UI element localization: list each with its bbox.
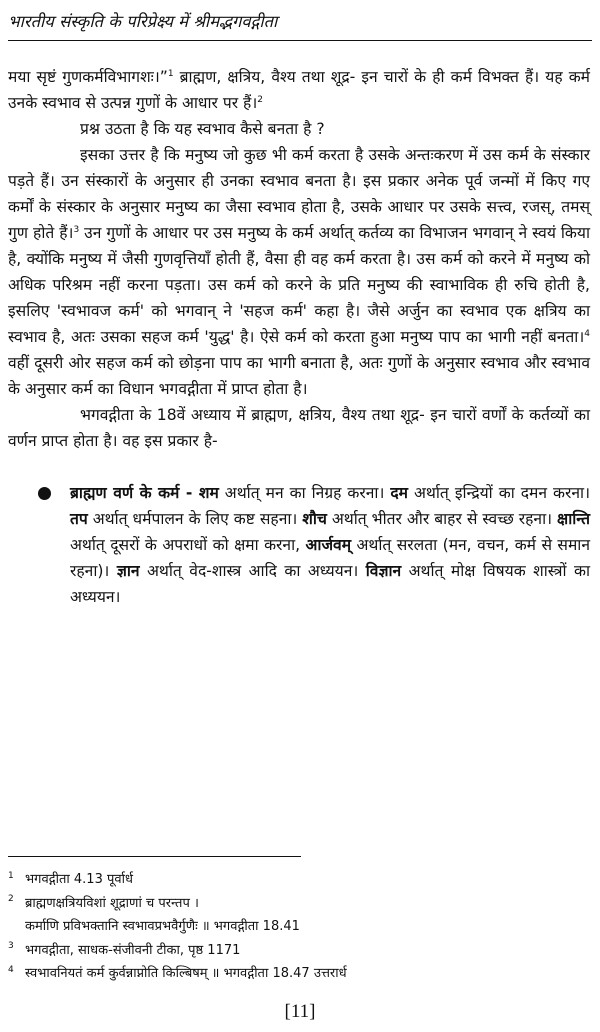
- footnote-2: 2 ब्राह्मणक्षत्रियविशां शूद्राणां च परन्तप ।: [8, 894, 199, 911]
- footnote-ref-2[interactable]: 2: [257, 94, 263, 105]
- term-vigyan: विज्ञान: [365, 562, 402, 580]
- term-kshanti: क्षान्ति: [557, 510, 590, 528]
- term-arjavam: आर्जवम्: [305, 536, 352, 554]
- term-dam: दम: [390, 484, 408, 502]
- term-tap: तप: [70, 510, 88, 528]
- paragraph-continuation: मया सृष्टं गुणकर्मविभागशः।”$^1$ ब्राह्मण, क्षत्रिय, वैश्य तथा शूद्र- इन चारों के ही कर्म विभक्त हैं। यह कर्म उनके स्वभाव से उत्पन्न गुणों के आधार पर हैं।$^2$: [8, 68, 590, 112]
- running-header: भारतीय संस्कृति के परिप्रेक्ष्य में श्रीमद्भगवद्गीता: [8, 10, 592, 41]
- footnote-ref-3[interactable]: 3: [73, 224, 80, 235]
- footnote-ref-4[interactable]: 4: [584, 328, 590, 339]
- paragraph-answer: इसका उत्तर है कि मनुष्य जो कुछ भी कर्म करता है उसके अन्तःकरण में उस कर्म के संस्कार पड़ते हैं। उन संस्कारों के अनुसार ही उनका स्वभाव बनता है। इस प्रकार अनेक पूर्व जन्मों में किए गए कर्मों के संस्कार के अनुसार मनुष्य का जैसा स्वभाव होता है, उसके आधार पर उसके सत्त्व, रजस्, तमस् गुण होते हैं।$^3$ उन गुणों के आधार पर उस मनुष्य के कर्म अर्थात् कर्तव्य का विभाजन भगवान् ने स्वयं किया है, क्योंकि मनुष्य में जैसी गुणवृत्तियाँ होती हैं, वैसा ही वह कर्म करता है। उस कर्म को करने में मनुष्य को अधिक परिश्रम नहीं करना पड़ता। उस कर्म को करने के प्रति मनुष्य की स्वाभाविक ही रुचि होती है, इसलिए 'स्वभावज कर्म' को भगवान् ने 'सहज कर्म' कहा है। जैसे अर्जुन का स्वभाव एक क्षत्रिय का स्वभाव है, अतः उसका सहज कर्म 'युद्ध' है। ऐसे कर्म को करता हुआ मनुष्य पाप का भागी नहीं बनता।$^4$ वहीं दूसरी ओर सहज कर्म को छोड़ना पाप का भागी बनाता है, अतः गुणों के अनुसार स्वभाव और स्वभाव के अनुसार कर्म का विधान भगवद्गीता में प्राप्त होता है।: [8, 146, 590, 398]
- list-item-brahmin-duties: ब्राह्मण वर्ण के कर्म - शम अर्थात् मन का निग्रह करना। दम अर्थात् इन्द्रियों का दमन करना। तप अर्थात् धर्मपालन के लिए कष्ट सहना। शौच अर्थात् भीतर और बाहर से स्वच्छ रहना। क्षान्ति अर्थात् दूसरों के अपराधों को क्षमा करना, आर्जवम् अर्थात् सरलता (मन, वचन, कर्म से समान रहना)। ज्ञान अर्थात् वेद-शास्त्र आदि का अध्ययन। विज्ञान अर्थात् मोक्ष विषयक शास्त्रों का अध्ययन।: [8, 480, 590, 610]
- paragraph-chapter-18: भगवद्गीता के 18वें अध्याय में ब्राह्मण, क्षत्रिय, वैश्य तथा शूद्र- इन चारों वर्णों के कर्तव्यों का वर्णन प्राप्त होता है। वह इस प्रकार है-: [8, 406, 590, 450]
- footnote-3: 3 भगवद्गीता, साधक-संजीवनी टीका, पृष्ठ 1171: [8, 941, 241, 958]
- bullet-heading: ब्राह्मण वर्ण के कर्म: [70, 484, 180, 502]
- footnote-2-continuation: कर्माणि प्रविभक्तानि स्वभावप्रभवैर्गुणैः ॥ भगवद्गीता 18.41: [25, 919, 300, 934]
- bullet-list: [8, 480, 590, 610]
- term-sham: शम: [198, 484, 219, 502]
- term-shauch: शौच: [302, 510, 327, 528]
- footnote-ref-1[interactable]: 1: [167, 68, 174, 79]
- footnotes: [8, 868, 592, 986]
- footnote-4: 4 स्वभावनियतं कर्म कुर्वन्नाप्नोति किल्बिषम् ॥ भगवद्गीता 18.47 उत्तरार्ध: [8, 964, 347, 981]
- main-text: [8, 64, 590, 610]
- paragraph-question: प्रश्न उठता है कि यह स्वभाव कैसे बनता है ?: [80, 120, 325, 138]
- page-number: [11]: [284, 1001, 316, 1022]
- term-gyan: ज्ञान: [116, 562, 140, 580]
- bullet-dot-icon: [38, 487, 51, 500]
- footnote-1: 1 भगवद्गीता 4.13 पूर्वार्ध: [8, 870, 133, 887]
- footnote-divider: [8, 856, 301, 857]
